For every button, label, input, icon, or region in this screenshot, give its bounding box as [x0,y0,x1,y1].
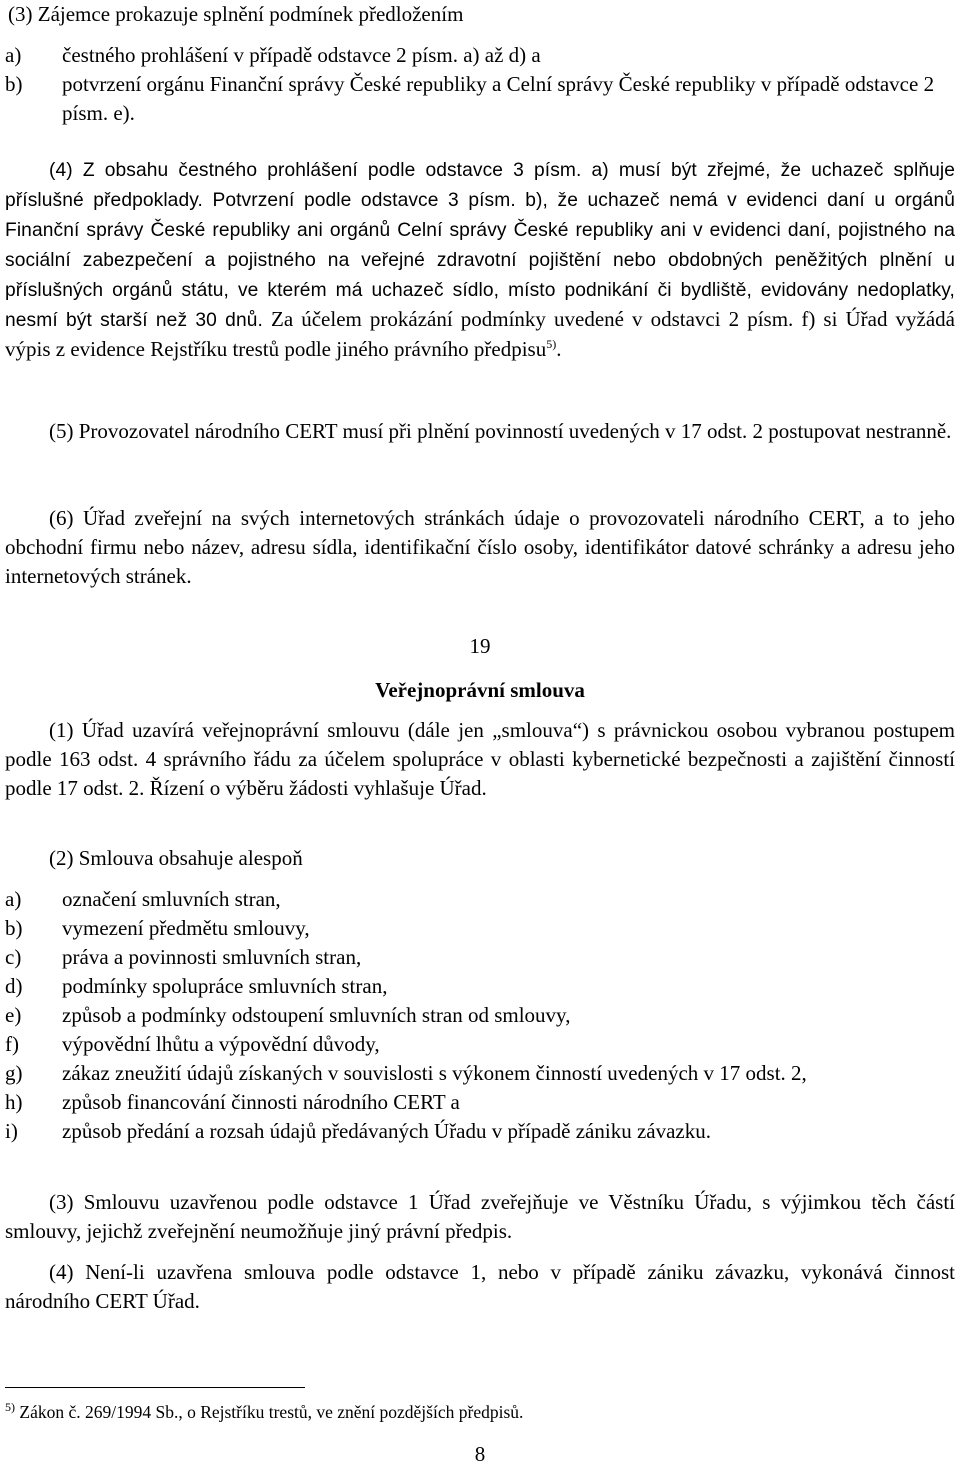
list-label: e) [5,1003,22,1027]
list-label: a) [5,887,22,911]
list-item [5,1030,955,1059]
list-text: potvrzení orgánu Finanční správy České republiky a Celní správy České republiky v případě odstavce 2 písm. e). [62,72,935,125]
footnote [5,1400,523,1424]
list-item [5,885,955,914]
list-label: c) [5,945,22,969]
para4-sans-text: (4) Z obsahu čestného prohlášení podle odstavce 3 písm. a) musí být zřejmé, že uchazeč splňuje příslušné předpoklady. Potvrzení podle odstavce 3 písm. b), že uchazeč nemá v evidenci daní u orgánů Finanční správy České republiky ani orgánů Celní správy České republiky ani v evidenci daní, pojistného na sociální zabezpečení a pojistného na veřejné zdravotní pojištění nebo obdobných peněžitých plnění u příslušných orgánů státu, ve kterém má uchazeč sídlo, místo podnikání či bydliště, evidovány nedoplatky, nesmí být starší než 30 dnů. [5,160,955,331]
list-item [5,41,955,70]
list-text: způsob a podmínky odstoupení smluvních stran od smlouvy, [62,1003,571,1027]
para4 [5,155,955,364]
list-text: podmínky spolupráce smluvních stran, [62,974,388,998]
list-text: označení smluvních stran, [62,887,281,911]
list-label: g) [5,1061,23,1085]
list-label: b) [5,72,23,96]
list-text: způsob předání a rozsah údajů předávaných Úřadu v případě zániku závazku. [62,1119,711,1143]
list-label: a) [5,43,22,67]
footnote-marker: 5) [5,1400,15,1415]
page-number: 8 [474,1442,486,1466]
list-text: zákaz zneužití údajů získaných v souvislosti s výkonem činností uvedených v 17 odst. 2, [62,1061,807,1085]
list-item [5,70,955,128]
footnote-separator [5,1387,305,1388]
footnote-text: Zákon č. 269/1994 Sb., o Rejstříku trestů, ve znění pozdějších předpisů. [15,1402,524,1422]
list-label: f) [5,1032,19,1056]
s19-para3: (3) Smlouvu uzavřenou podle odstavce 1 Úřad zveřejňuje ve Věstníku Úřadu, s výjimkou těch částí smlouvy, jejichž zveřejnění neumožňuje jiný právní předpis. [5,1190,955,1243]
list-text: výpovědní lhůtu a výpovědní důvody, [62,1032,380,1056]
para6: (6) Úřad zveřejní na svých internetových stránkách údaje o provozovateli národního CERT, a to jeho obchodní firmu nebo název, adresu sídla, identifikační číslo osoby, identifikátor datové schránky a adresu jeho internetových stránek. [5,506,955,588]
list-text: způsob financování činnosti národního CERT a [62,1090,460,1114]
footnote-reference: 5) [546,337,557,351]
list-label: i) [5,1119,18,1143]
list-label: b) [5,916,23,940]
section-title: Veřejnoprávní smlouva [375,678,585,702]
list-text: čestného prohlášení v případě odstavce 2 písm. a) až d) a [62,43,541,67]
para3-intro: (3) Zájemce prokazuje splnění podmínek předložením [8,2,464,26]
para4-period: . [556,337,562,361]
list-item [5,1117,955,1146]
section-number: 19 [469,634,491,658]
para5: (5) Provozovatel národního CERT musí při plnění povinností uvedených v 17 odst. 2 postupovat nestranně. [49,419,952,443]
list-text: vymezení předmětu smlouvy, [62,916,310,940]
list-label: h) [5,1090,23,1114]
list-item [5,1001,955,1030]
list-text: práva a povinnosti smluvních stran, [62,945,362,969]
list-item [5,1059,955,1088]
list-item [5,972,955,1001]
list-item [5,943,955,972]
s19-para2-intro: (2) Smlouva obsahuje alespoň [49,846,303,870]
s19-para1: (1) Úřad uzavírá veřejnoprávní smlouvu (dále jen „smlouva“) s právnickou osobou vybranou postupem podle 163 odst. 4 správního řádu za účelem spolupráce v oblasti kybernetické bezpečnosti a zajištění činností podle 17 odst. 2. Řízení o výběru žádosti vyhlašuje Úřad. [5,718,955,800]
list-label: d) [5,974,23,998]
s19-list [5,885,955,1146]
s19-para4: (4) Není-li uzavřena smlouva podle odstavce 1, nebo v případě zániku závazku, vykonává činnost národního CERT Úřad. [5,1260,955,1313]
para3-list [5,41,955,128]
list-item [5,1088,955,1117]
para4-serif-text: Za účelem prokázání podmínky uvedené v odstavci 2 písm. f) si Úřad vyžádá výpis z evidence Rejstříku trestů podle jiného právního předpisu [5,307,956,361]
list-item [5,914,955,943]
